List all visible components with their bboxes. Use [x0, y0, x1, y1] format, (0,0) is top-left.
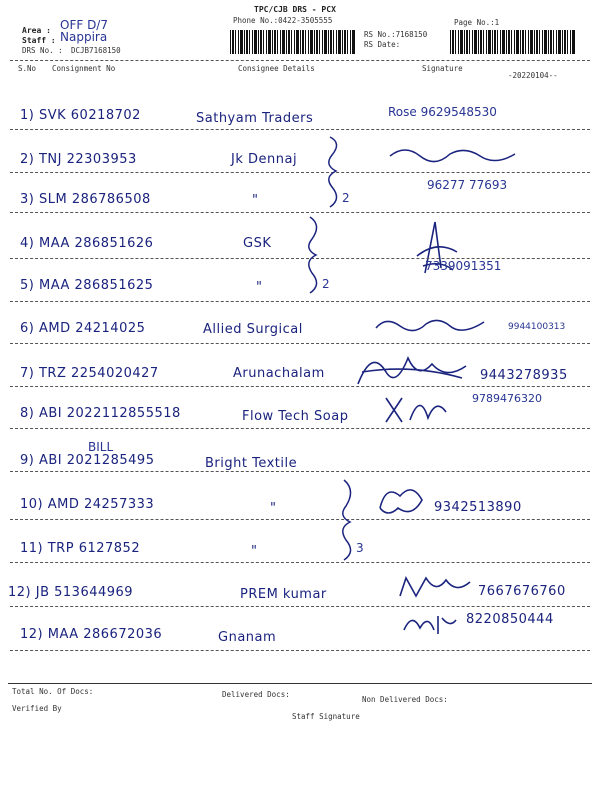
row-consignee: ": [252, 193, 259, 208]
row-entry: 10) AMD 24257333: [20, 497, 155, 512]
row-consignee: GSK: [243, 236, 272, 251]
row-signature: 96277 77693: [427, 178, 508, 192]
row-signature: 7667676760: [478, 584, 566, 599]
company-title: TPC/CJB DRS - PCX: [254, 5, 336, 14]
staff-value: Nappira: [60, 30, 108, 44]
row-entry: 1) SVK 60218702: [20, 108, 141, 123]
barcode-image-2: [450, 30, 575, 54]
row-divider: [10, 606, 590, 607]
run-date: -20220104--: [508, 71, 558, 80]
row-consignee: ": [251, 544, 258, 559]
staff-label: Staff :: [22, 36, 56, 45]
rs-date: RS Date:: [364, 40, 401, 49]
row-entry: 7) TRZ 2254020427: [20, 366, 159, 381]
area-value: OFF D/7: [60, 18, 108, 32]
row-entry: 2) TNJ 22303953: [20, 152, 137, 167]
non-delivered-docs: Non Delivered Docs:: [362, 695, 448, 704]
row-consignee: Gnanam: [218, 630, 277, 645]
row-entry: 12) JB 513644969: [8, 585, 134, 600]
drs-label: DRS No. :: [22, 46, 63, 55]
footer-divider: [8, 683, 592, 684]
delivered-docs: Delivered Docs:: [222, 690, 290, 699]
row-signature: 9789476320: [472, 392, 542, 405]
row-consignee: ": [270, 501, 277, 516]
col-signature: Signature: [422, 64, 463, 73]
row-entry: 8) ABI 2022112855518: [20, 406, 181, 421]
row-entry: 5) MAA 286851625: [20, 278, 154, 293]
rs-number: RS No.:7168150: [364, 30, 428, 39]
col-consignment: Consignment No: [52, 64, 116, 73]
header-divider: [10, 60, 590, 61]
row-divider: [10, 301, 590, 302]
handwritten-signature: [372, 310, 497, 340]
row-divider: [10, 650, 590, 651]
barcode-image: [230, 30, 355, 54]
drs-value: DCJB7168150: [71, 46, 121, 55]
row-divider: [10, 343, 590, 344]
bill-note: BILL: [88, 440, 114, 454]
handwritten-signature: [385, 142, 525, 172]
row-consignee: Allied Surgical: [203, 322, 303, 337]
area-label: Area :: [22, 26, 51, 35]
row-signature: 9443278935: [480, 368, 568, 383]
row-entry: 12) MAA 286672036: [20, 627, 163, 642]
row-entry: 9) ABI 2021285495: [20, 453, 155, 468]
row-consignee: Bright Textile: [205, 456, 298, 471]
row-divider: [10, 129, 590, 130]
row-consignee: PREM kumar: [240, 587, 327, 602]
col-sno: S.No: [18, 64, 37, 73]
row-divider: [10, 386, 590, 387]
row-consignee: Flow Tech Soap: [242, 409, 349, 424]
row-divider: [10, 428, 590, 429]
handwritten-signature: [352, 344, 472, 392]
handwritten-signature: [380, 388, 460, 430]
row-consignee: Sathyam Traders: [196, 111, 314, 126]
row-divider: [10, 212, 590, 213]
row-consignee: Arunachalam: [233, 366, 325, 381]
verified-by: Verified By: [12, 704, 62, 713]
handwritten-signature: [396, 572, 476, 602]
row-divider: [10, 519, 590, 520]
row-divider: [10, 471, 590, 472]
staff-signature: Staff Signature: [292, 712, 360, 721]
total-docs: Total No. Of Docs:: [12, 687, 94, 696]
row-entry: 4) MAA 286851626: [20, 236, 154, 251]
group-count: 2: [342, 191, 350, 205]
row-divider: [10, 172, 590, 173]
row-entry: 6) AMD 24214025: [20, 321, 146, 336]
group-count: 3: [356, 541, 364, 555]
row-divider: [10, 562, 590, 563]
row-signature: 7339091351: [425, 259, 502, 273]
row-entry: 3) SLM 286786508: [20, 192, 151, 207]
phone-number: Phone No.:0422-3505555: [233, 16, 333, 25]
page-number: Page No.:1: [454, 18, 500, 27]
row-signature: 8220850444: [466, 612, 554, 627]
row-consignee: Jk Dennaj: [231, 152, 298, 167]
bracket-mark: [300, 215, 335, 295]
row-consignee: ": [256, 280, 263, 295]
col-consignee: Consignee Details: [238, 64, 315, 73]
group-count: 2: [322, 277, 330, 291]
handwritten-signature: [398, 608, 458, 638]
row-signature: 9944100313: [508, 322, 566, 332]
row-signature: 9342513890: [434, 500, 522, 515]
bracket-mark: [320, 135, 355, 210]
handwritten-signature: [372, 478, 432, 522]
row-entry: 11) TRP 6127852: [20, 541, 141, 556]
row-signature: Rose 9629548530: [388, 105, 497, 119]
